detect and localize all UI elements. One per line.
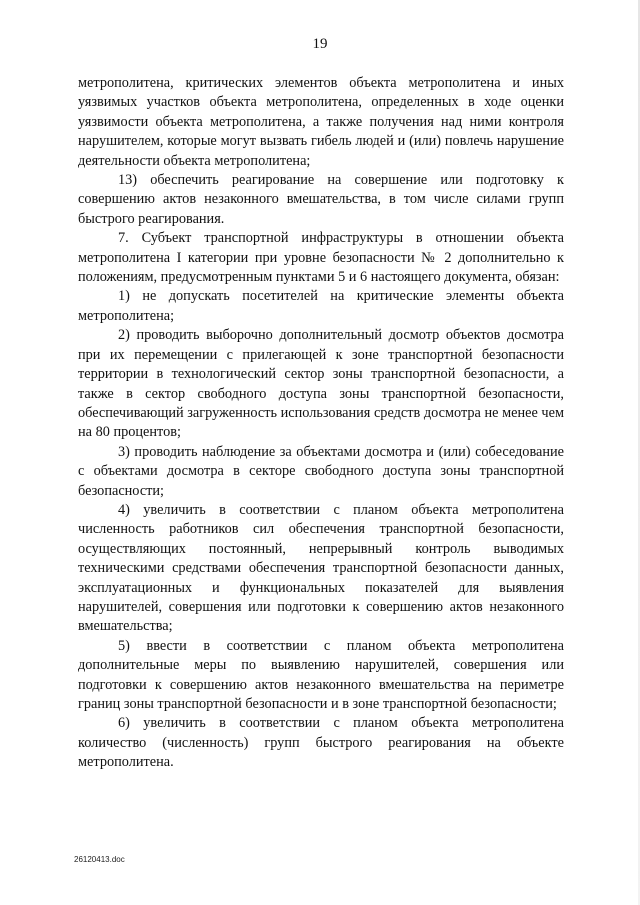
paragraph: 2) проводить выборочно дополнительный досмотр объектов досмотра при их перемещении с прилегающей к зоне транспортной безопасности территории в технологический сектор зоны транспортной безопасности, а также в сектор свободного доступа зоны транспортной безопасности, обеспечивающий загруженность использования средств досмотра не менее чем на 80 процентов; [78,327,564,441]
paragraph: метрополитена, критических элементов объекта метрополитена и иных уязвимых участков объекта метрополитена, определенных в ходе оценки уязвимости объекта метрополитена, а также получения над ними контроля нарушителем, которые могут вызвать гибель людей и (или) повлечь нарушение деятельности объекта метрополитена; [78,75,564,169]
paragraph: 13) обеспечить реагирование на совершение или подготовку к совершению актов незаконного вмешательства, в том числе силами групп быстрого реагирования. [78,172,564,227]
paragraph: 5) ввести в соответствии с планом объекта метрополитена дополнительные меры по выявлению нарушителей, совершения или подготовки к совершению актов незаконного вмешательства на периметре границ зоны транспортной безопасности и в зоне транспортной безопасности; [78,637,564,712]
paragraph: 4) увеличить в соответствии с планом объекта метрополитена численность работников сил обеспечения транспортной безопасности, осуществляющих постоянный, непрерывный контроль выводимых техническими средствами обеспечения транспортной безопасности данных, эксплуатационных и функциональных показателей для выявления нарушителей, совершения или подготовки к совершению актов незаконного вмешательства; [78,501,564,635]
footer-filename: 26120413.doc [74,855,125,864]
paragraph: 7. Субъект транспортной инфраструктуры в отношении объекта метрополитена I категории при уровне безопасности № 2 дополнительно к положениям, предусмотренным пунктами 5 и 6 настоящего документа, обязан: [78,230,564,286]
paragraph: 3) проводить наблюдение за объектами досмотра и (или) собеседование с объектами досмотра в секторе свободного доступа зоны транспортной безопасности; [78,443,564,499]
paragraph: 6) увеличить в соответствии с планом объекта метрополитена количество (численность) групп быстрого реагирования на объекте метрополитена. [78,715,564,771]
page-number: 19 [312,36,328,52]
paragraph: 1) не допускать посетителей на критические элементы объекта метрополитена; [78,288,564,324]
document-body [78,74,564,773]
